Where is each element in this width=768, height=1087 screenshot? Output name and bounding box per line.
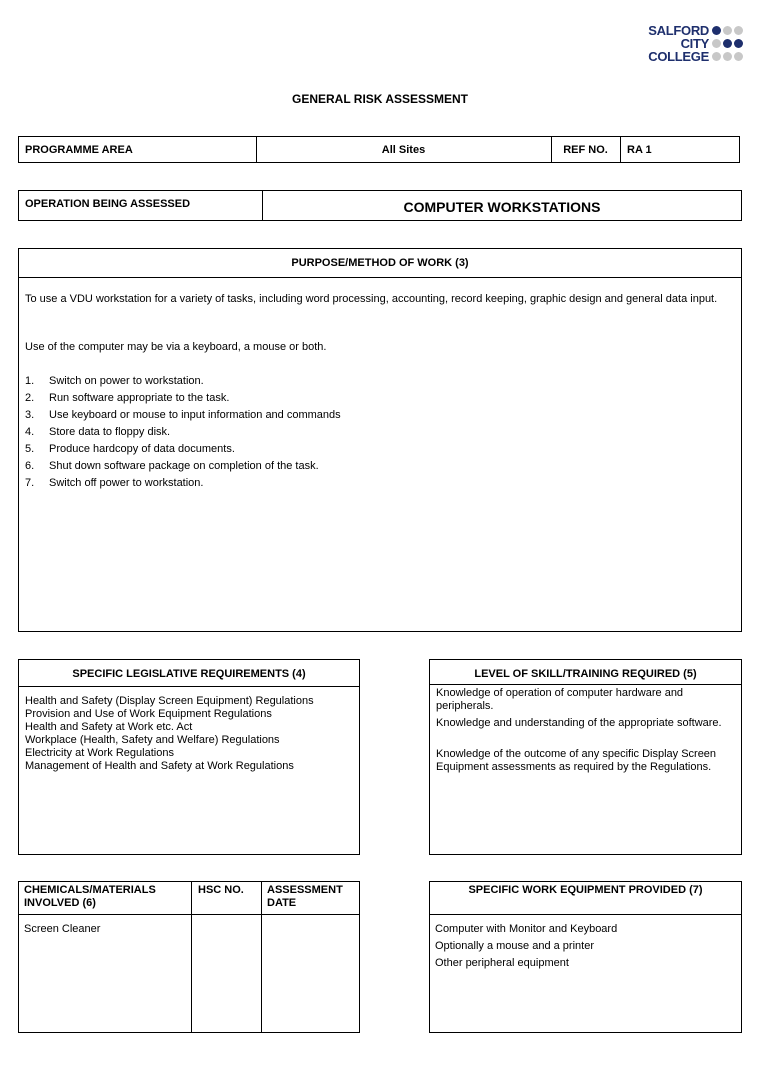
logo-dot-icon	[712, 52, 721, 61]
assessment-date-heading: ASSESSMENT DATE	[267, 884, 343, 909]
list-item: 3. Use keyboard or mouse to input information and commands	[25, 409, 341, 421]
legislation-heading: SPECIFIC LEGISLATIVE REQUIREMENTS (4)	[72, 668, 306, 680]
purpose-intro: To use a VDU workstation for a variety of tasks, including word processing, accounting, record keeping, graphic design and general data input.	[25, 293, 718, 305]
list-item: 2. Run software appropriate to the task.	[25, 392, 230, 404]
equipment-list	[435, 921, 735, 972]
ref-no-label: REF NO.	[563, 144, 608, 156]
equipment-heading: SPECIFIC WORK EQUIPMENT PROVIDED (7)	[468, 884, 703, 896]
ref-no-value: RA 1	[627, 144, 652, 156]
training-heading: LEVEL OF SKILL/TRAINING REQUIRED (5)	[474, 668, 697, 680]
training-item-1: Knowledge of operation of computer hardware and peripherals.	[436, 687, 684, 712]
chemical-material-cell: Screen Cleaner	[24, 923, 101, 935]
training-item-2: Knowledge and understanding of the appropriate software.	[436, 717, 722, 729]
logo-dot-icon	[723, 39, 732, 48]
list-item: 4. Store data to floppy disk.	[25, 426, 171, 438]
list-item: 5. Produce hardcopy of data documents.	[25, 443, 235, 455]
programme-area-value: All Sites	[381, 144, 426, 156]
hsc-no-heading: HSC NO.	[198, 884, 244, 896]
legislation-list	[25, 695, 355, 773]
logo-dot-icon	[734, 39, 743, 48]
list-item: Health and Safety (Display Screen Equipment) Regulations	[25, 695, 314, 707]
logo-dot-icon	[734, 26, 743, 35]
logo-dot-icon	[723, 52, 732, 61]
programme-area-label: PROGRAMME AREA	[25, 144, 133, 156]
list-item: Electricity at Work Regulations	[25, 747, 174, 759]
logo-dot-icon	[734, 52, 743, 61]
list-item: Management of Health and Safety at Work Regulations	[25, 760, 294, 772]
logo-line-salford: SALFORD	[648, 23, 709, 38]
list-item: 1. Switch on power to workstation.	[25, 375, 204, 387]
operation-label: OPERATION BEING ASSESSED	[25, 198, 191, 210]
purpose-heading: PURPOSE/METHOD OF WORK (3)	[291, 257, 469, 269]
logo-dot-icon	[712, 26, 721, 35]
training-item-3: Knowledge of the outcome of any specific Display Screen Equipment assessments as required by the Regulations.	[436, 748, 717, 773]
logo-dot-icon	[723, 26, 732, 35]
college-logo	[600, 24, 750, 66]
list-item: Workplace (Health, Safety and Welfare) Regulations	[25, 734, 280, 746]
logo-dot-icon	[712, 39, 721, 48]
operation-value: COMPUTER WORKSTATIONS	[403, 199, 601, 215]
purpose-note: Use of the computer may be via a keyboard, a mouse or both.	[25, 341, 327, 353]
list-item: Health and Safety at Work etc. Act	[25, 721, 193, 733]
logo-line-college: COLLEGE	[648, 49, 709, 64]
page-title: GENERAL RISK ASSESSMENT	[291, 92, 469, 106]
list-item: 6. Shut down software package on completion of the task.	[25, 460, 319, 472]
list-item: Computer with Monitor and Keyboard	[435, 923, 618, 935]
list-item: 7. Switch off power to workstation.	[25, 477, 204, 489]
list-item: Other peripheral equipment	[435, 957, 569, 969]
list-item: Provision and Use of Work Equipment Regulations	[25, 708, 272, 720]
chemicals-heading: CHEMICALS/MATERIALS INVOLVED (6)	[24, 884, 156, 909]
list-item: Optionally a mouse and a printer	[435, 940, 594, 952]
method-steps-list	[25, 373, 725, 492]
logo-line-city: CITY	[680, 36, 709, 51]
